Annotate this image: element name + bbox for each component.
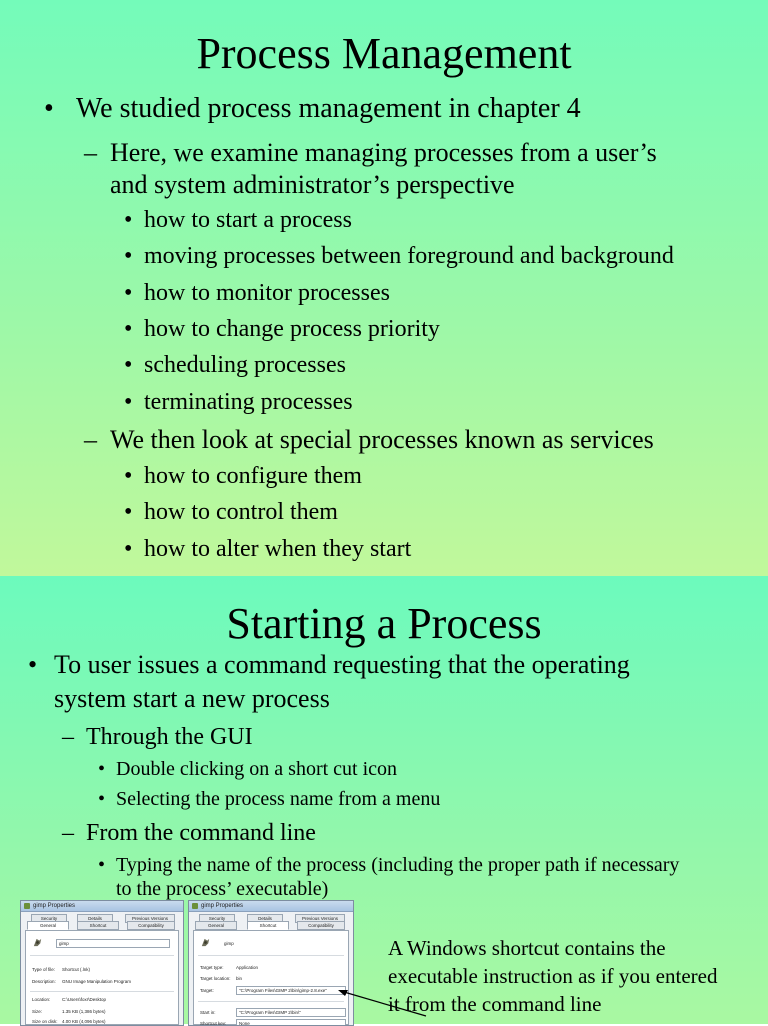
shortcut-callout xyxy=(388,934,768,1018)
dash-marker: – xyxy=(84,138,97,167)
tab-previous-versions[interactable]: Previous Versions xyxy=(295,914,345,923)
list-item: terminating processes xyxy=(144,389,353,415)
list-item: how to monitor processes xyxy=(144,280,390,306)
list-item: how to alter when they start xyxy=(144,536,412,562)
callout-line: it from the command line xyxy=(388,992,602,1016)
dialog-tabs xyxy=(193,914,349,930)
name-field[interactable]: gimp xyxy=(56,939,170,948)
dialog-title-bar xyxy=(189,901,353,912)
bullet-dot: • xyxy=(124,352,133,378)
dialog-panel xyxy=(25,930,179,1025)
bullet-dot: • xyxy=(124,389,133,415)
row-label: Start in: xyxy=(200,1010,216,1015)
gimp-icon xyxy=(200,937,211,948)
sub-bullet-gui: Through the GUI xyxy=(86,724,253,750)
list-item: Double clicking on a short cut icon xyxy=(116,758,398,780)
bullet-dot: • xyxy=(124,463,133,489)
separator xyxy=(198,955,344,956)
shortcut-key-field[interactable]: None xyxy=(236,1019,346,1026)
row-value: bin xyxy=(236,976,243,981)
row-value: 1.35 KB (1,386 bytes) xyxy=(62,1009,106,1014)
tab-general[interactable]: General xyxy=(195,921,237,930)
list-item: how to change process priority xyxy=(144,316,440,342)
dialog-title: gimp Properties xyxy=(201,903,244,909)
start-in-field[interactable]: "C:\Program Files\GIMP 2\bin\" xyxy=(236,1008,346,1017)
list-item-continued: to the process’ executable) xyxy=(116,878,329,900)
dialog-panel xyxy=(193,930,349,1025)
row-label: Target type: xyxy=(200,965,224,970)
tab-compatibility[interactable]: Compatibility xyxy=(297,921,345,930)
row-value: GNU Image Manipulation Program xyxy=(62,979,132,984)
row-value: C:\Users\foxr\Desktop xyxy=(62,997,107,1002)
callout-line: executable instruction as if you entered xyxy=(388,964,718,988)
bullet-dot: • xyxy=(124,207,133,233)
list-item: Typing the name of the process (including the proper path if necessary xyxy=(116,854,680,876)
bullet-dot: • xyxy=(98,854,106,876)
row-label: Size on disk: xyxy=(32,1019,58,1024)
tab-security[interactable]: Security xyxy=(199,914,235,923)
row-label: Location: xyxy=(32,997,51,1002)
separator xyxy=(30,955,174,956)
dash-marker: – xyxy=(62,724,74,750)
bullet-dot: • xyxy=(28,650,38,679)
gimp-app-icon xyxy=(24,903,30,909)
sub-bullet-1-continued: and system administrator’s perspective xyxy=(110,170,515,199)
dialog-title: gimp Properties xyxy=(33,903,76,909)
bullet-dot: • xyxy=(124,499,133,525)
tab-security[interactable]: Security xyxy=(31,914,67,923)
list-item: moving processes between foreground and background xyxy=(144,243,674,269)
gimp-app-icon xyxy=(192,903,198,909)
separator xyxy=(198,1001,344,1002)
dash-marker: – xyxy=(62,820,74,846)
bullet-dot: • xyxy=(124,316,133,342)
list-item: Selecting the process name from a menu xyxy=(116,788,441,810)
tab-details[interactable]: Details xyxy=(77,914,113,923)
list-item: scheduling processes xyxy=(144,352,346,378)
dialog-title-bar xyxy=(21,901,183,912)
sub-bullet-cmd: From the command line xyxy=(86,820,316,846)
list-item: how to configure them xyxy=(144,463,362,489)
tab-shortcut[interactable]: Shortcut xyxy=(247,921,289,930)
tab-previous-versions[interactable]: Previous Versions xyxy=(125,914,175,923)
slide-title: Process Management xyxy=(196,29,572,78)
separator xyxy=(30,991,174,992)
bullet-dot: • xyxy=(124,243,133,269)
bullet-dot: • xyxy=(98,758,106,780)
main-bullet: To user issues a command requesting that the operating xyxy=(54,650,630,679)
row-value: Application xyxy=(236,965,259,970)
slide-title: Starting a Process xyxy=(226,599,542,648)
row-label: Size: xyxy=(32,1009,43,1014)
bullet-dot: • xyxy=(124,536,133,562)
row-label: Target location: xyxy=(200,976,231,981)
target-field[interactable]: "C:\Program Files\GIMP 2\bin\gimp-2.8.exe" xyxy=(236,986,346,995)
gimp-icon xyxy=(32,937,43,948)
row-value: Shortcut (.lnk) xyxy=(62,967,91,972)
row-label: Target: xyxy=(200,988,214,993)
list-item: how to control them xyxy=(144,499,338,525)
sub-bullet-2: We then look at special processes known as services xyxy=(110,425,654,454)
sub-bullet-1: Here, we examine managing processes from a user’s xyxy=(110,138,657,167)
row-value: 4.00 KB (4,096 bytes) xyxy=(62,1019,106,1024)
list-item: how to start a process xyxy=(144,207,352,233)
tab-compatibility[interactable]: Compatibility xyxy=(127,921,175,930)
tab-details[interactable]: Details xyxy=(247,914,283,923)
bullet-dot: • xyxy=(98,788,106,810)
bullet-dot: • xyxy=(44,93,54,124)
main-bullet: We studied process management in chapter 4 xyxy=(76,93,581,124)
main-bullet-continued: system start a new process xyxy=(54,684,330,713)
row-label: Shortcut key: xyxy=(200,1021,227,1026)
properties-dialog-general xyxy=(20,900,184,1026)
row-label: Description: xyxy=(32,979,56,984)
dash-marker: – xyxy=(84,425,97,454)
name-label: gimp xyxy=(224,941,234,946)
callout-line: A Windows shortcut contains the xyxy=(388,936,666,960)
dialog-tabs xyxy=(25,914,179,930)
bullet-dot: • xyxy=(124,280,133,306)
tab-general[interactable]: General xyxy=(27,921,69,930)
tab-shortcut[interactable]: Shortcut xyxy=(77,921,119,930)
row-label: Type of file: xyxy=(32,967,56,972)
